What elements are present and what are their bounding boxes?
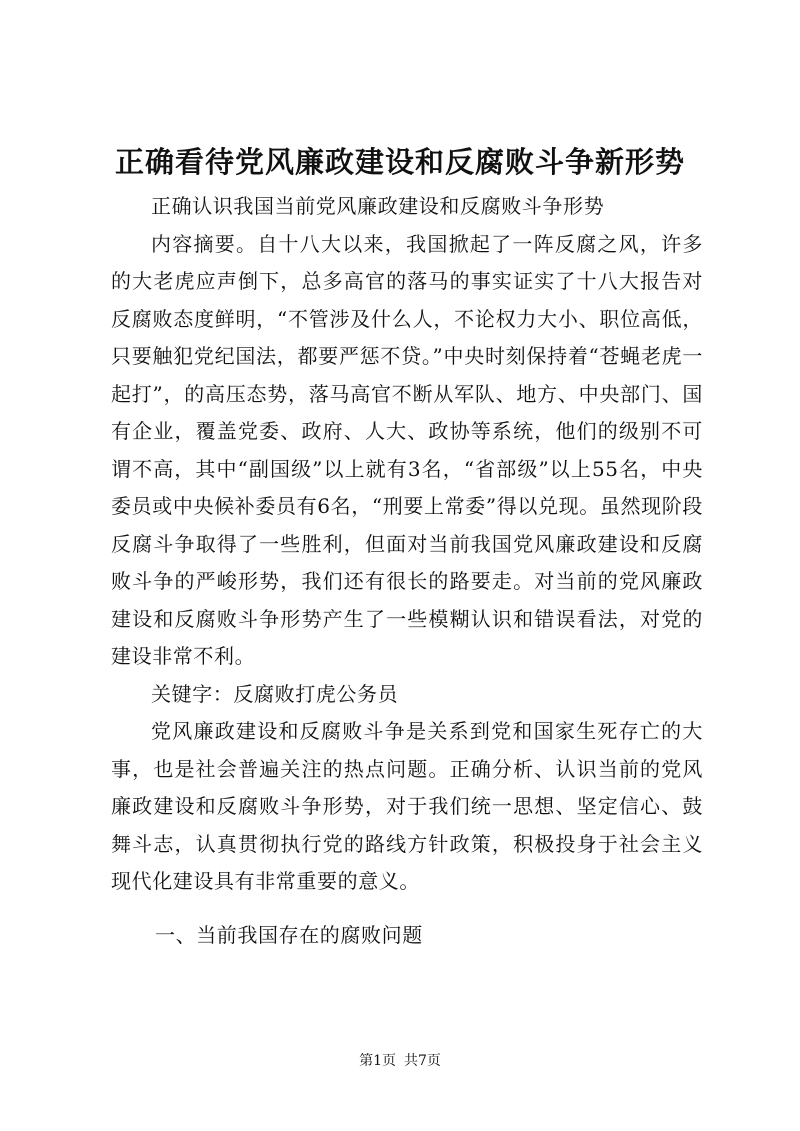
page-total: 共7页	[404, 1053, 441, 1069]
document-title: 正确看待党风廉政建设和反腐败斗争新形势	[114, 145, 685, 179]
section-heading: 一、当前我国存在的腐败问题	[155, 922, 423, 947]
abstract-paragraph: 内容摘要。自十八大以来，我国掀起了一阵反腐之风，许多的大老虎应声倒下，总多高官的落马的事实证实了十八大报告对反腐败态度鲜明，“不管涉及什么人，不论权力大小、职位高低，只要触犯党纪国法，都要严惩不贷。”中央时刻保持着“苍蝇老虎一起打”，的高压态势，落马高官不断从军队、地方、中央部门、国有企业，覆盖党委、政府、人大、政协等系统，他们的级别不可谓不高，其中“副国级”以上就有3名，“省部级”以上55名，中央委员或中央候补委员有6名，“刑要上常委”得以兑现。虽然现阶段反腐斗争取得了一些胜利，但面对当前我国党风廉政建设和反腐败斗争的严峻形势，我们还有很长的路要走。对当前的党风廉政建设和反腐败斗争形势产生了一些模糊认识和错误看法，对党的建设非常不利。	[111, 231, 703, 668]
page-footer	[0, 1051, 800, 1071]
document-body	[111, 188, 703, 954]
keywords-paragraph: 关键字：反腐败打虎公务员	[151, 681, 399, 706]
subtitle-paragraph: 正确认识我国当前党风廉政建设和反腐败斗争形势	[151, 194, 605, 218]
intro-paragraph: 党风廉政建设和反腐败斗争是关系到党和国家生死存亡的大事，也是社会普遍关注的热点问题。正确分析、认识当前的党风廉政建设和反腐败斗争形势，对于我们统一思想、坚定信心、鼓舞斗志，认真贯彻执行党的路线方针政策，积极投身于社会主义现代化建设具有非常重要的意义。	[111, 719, 703, 893]
page-number: 第1页	[359, 1053, 396, 1069]
